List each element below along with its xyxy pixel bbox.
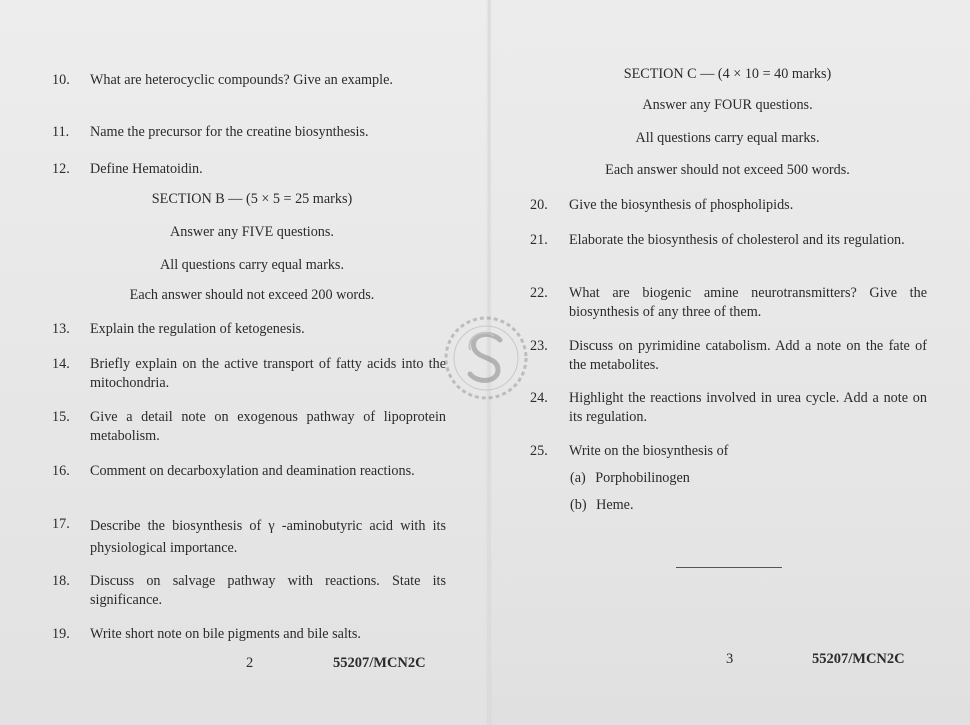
question-number: 20. xyxy=(530,197,548,213)
question-number: 15. xyxy=(52,409,70,425)
question-text: Give the biosynthesis of phospholipids. xyxy=(569,197,794,213)
subitem-text: Porphobilinogen xyxy=(595,470,690,486)
question-text: What are heterocyclic compounds? Give an example. xyxy=(90,72,393,88)
question-number: 25. xyxy=(530,443,548,459)
subitem-label: (b) xyxy=(570,497,587,513)
question-text: Briefly explain on the active transport of fatty acids into the mitochondria. xyxy=(90,356,446,391)
question-text: Name the precursor for the creatine biosynthesis. xyxy=(90,124,369,140)
subitem-a xyxy=(570,469,870,488)
question-number: 23. xyxy=(530,338,548,354)
section-c-instruction-2: All questions carry equal marks. xyxy=(635,130,820,146)
question-text: Describe the biosynthesis of γ -aminobutyric acid with its physiological importance. xyxy=(90,518,446,556)
paper-code-left: 55207/MCN2C xyxy=(333,655,426,671)
question-text: Write on the biosynthesis of xyxy=(569,443,729,459)
question-text: Discuss on pyrimidine catabolism. Add a note on the fate of the metabolites. xyxy=(569,338,927,373)
question-text: Give a detail note on exogenous pathway of lipoprotein metabolism. xyxy=(90,409,446,444)
question-text: Explain the regulation of ketogenesis. xyxy=(90,321,305,337)
subitem-text: Heme. xyxy=(596,497,634,513)
question-number: 18. xyxy=(52,573,70,589)
question-text: Discuss on salvage pathway with reactions. State its significance. xyxy=(90,573,446,608)
subitem-b xyxy=(570,496,870,515)
section-c-instruction-3: Each answer should not exceed 500 words. xyxy=(605,162,850,178)
question-10 xyxy=(52,71,452,111)
question-text: Write short note on bile pigments and bile salts. xyxy=(90,626,361,642)
watermark-logo-icon xyxy=(440,312,532,404)
section-c-instruction-1: Answer any FOUR questions. xyxy=(642,97,813,113)
question-text: Define Hematoidin. xyxy=(90,161,203,177)
question-text: What are biogenic amine neurotransmitters? Give the biosynthesis of any three of them. xyxy=(569,285,927,320)
question-number: 16. xyxy=(52,463,70,479)
subitem-label: (a) xyxy=(570,470,586,486)
section-c-heading: SECTION C — (4 × 10 = 40 marks) xyxy=(623,66,832,82)
question-number: 21. xyxy=(530,232,548,248)
question-number: 19. xyxy=(52,626,70,642)
question-number: 10. xyxy=(52,72,70,88)
section-b-instruction-1: Answer any FIVE questions. xyxy=(170,224,334,240)
question-text: Elaborate the biosynthesis of cholesterol and its regulation. xyxy=(569,232,905,248)
question-number: 17. xyxy=(52,516,70,532)
end-rule xyxy=(676,567,782,568)
section-b-instruction-3: Each answer should not exceed 200 words. xyxy=(129,287,375,303)
page-number-left: 2 xyxy=(246,655,254,671)
question-number: 11. xyxy=(52,124,70,140)
page-number-right: 3 xyxy=(726,651,734,667)
question-number: 13. xyxy=(52,321,70,337)
question-number: 22. xyxy=(530,285,548,301)
question-text: Comment on decarboxylation and deamination reactions. xyxy=(90,463,415,479)
question-text: Highlight the reactions involved in urea cycle. Add a note on its regulation. xyxy=(569,390,927,425)
question-number: 12. xyxy=(52,161,70,177)
section-b-heading: SECTION B — (5 × 5 = 25 marks) xyxy=(151,191,353,207)
paper-code-right: 55207/MCN2C xyxy=(812,651,905,667)
question-number: 24. xyxy=(530,390,548,406)
section-b-instruction-2: All questions carry equal marks. xyxy=(160,257,344,273)
question-number: 14. xyxy=(52,356,70,372)
